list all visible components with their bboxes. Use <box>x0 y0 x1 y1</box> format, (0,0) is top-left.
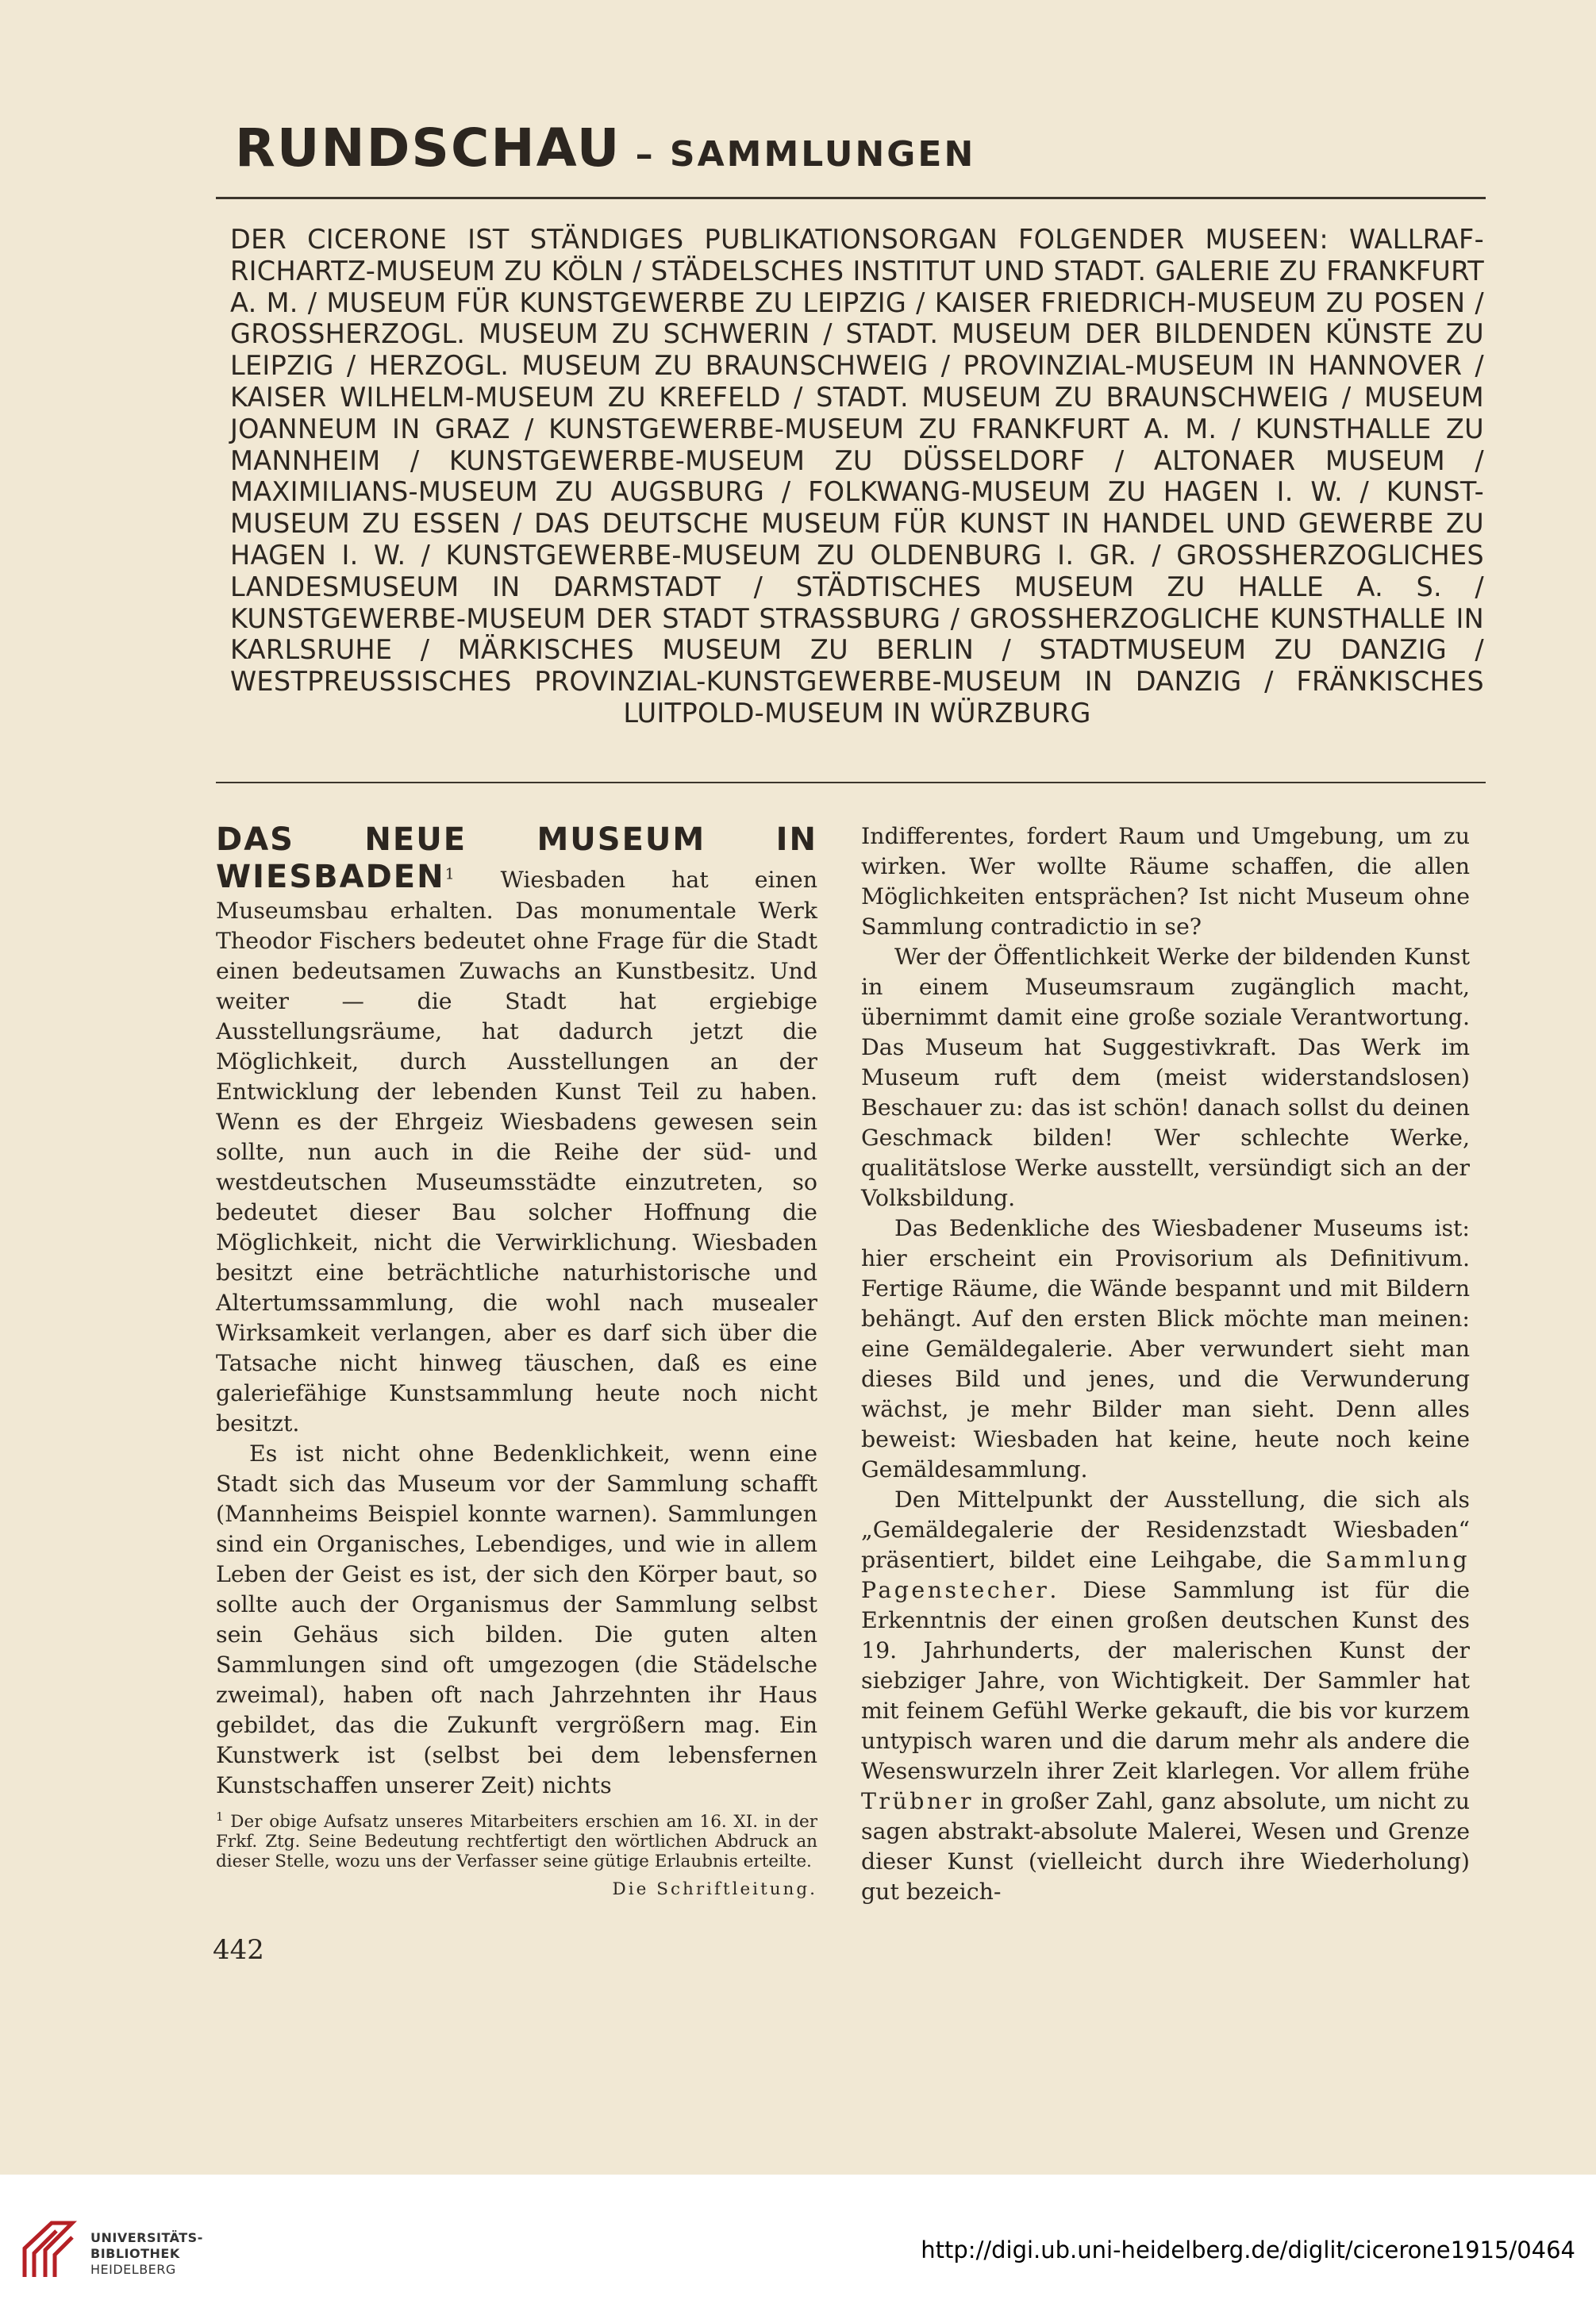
article-left-column <box>216 821 817 1905</box>
collection-name: Sammlung Pagenstecher <box>861 1547 1470 1603</box>
right-paragraph-2: Wer der Öffentlichkeit Werke der bildenden Kunst in einem Museumsraum zugänglich macht, übernimmt damit eine große soziale Verantwortung. Das Museum hat Suggestivkraft. Das Werk im Museum ruft dem (meist widerstandslosen) Beschauer zu: das ist schön! danach sollst du deinen Geschmack bilden! Wer schlechte Werke, qualitätslose Werke ausstellt, versündigt sich an der Volksbildung. <box>861 944 1470 1211</box>
right-paragraph-4-part-c: in großer Zahl, ganz absolute, um nicht zu sagen abstrakt-absolute Malerei, Wesen und Grenze dieser Kunst (vielleicht durch ihre Wiederholung) gut bezeich- <box>861 1788 1470 1905</box>
right-paragraph-4-part-a: Den Mittelpunkt der Ausstellung, die sich als „Gemäldegalerie der Residenzstadt Wiesbaden“ präsentiert, bildet eine Leihgabe, die <box>861 1486 1470 1573</box>
right-paragraph-4 <box>861 1485 1470 1907</box>
library-name-line-1: UNIVERSITÄTS- <box>90 2230 203 2245</box>
editor-signature: Die Schriftleitung. <box>612 1879 817 1899</box>
footnote <box>216 1809 817 1871</box>
museums-notice: DER CICERONE IST STÄNDIGES PUBLIKATIONSORGAN FOLGENDER MUSEEN: WALLRAF-RICHARTZ-MUSEUM ZU KÖLN / STÄDELSCHES INSTITUT UND STADT. GALERIE ZU FRANKFURT A. M. / MUSEUM FÜR KUNSTGEWERBE ZU LEIPZIG / KAISER FRIEDRICH-MUSEUM ZU POSEN / GROSSHERZOGL. MUSEUM ZU SCHWERIN / STADT. MUSEUM DER BILDENDEN KÜNSTE ZU LEIPZIG / HERZOGL. MUSEUM ZU BRAUNSCHWEIG / PROVINZIAL-MUSEUM IN HANNOVER / KAISER WILHELM-MUSEUM ZU KREFELD / STADT. MUSEUM ZU BRAUNSCHWEIG / MUSEUM JOANNEUM IN GRAZ / KUNSTGEWERBE-MUSEUM ZU FRANKFURT A. M. / KUNSTHALLE ZU MANNHEIM / KUNSTGEWERBE-MUSEUM ZU DÜSSELDORF / ALTONAER MUSEUM / MAXIMILIANS-MUSEUM ZU AUGSBURG / FOLKWANG-MUSEUM ZU HAGEN I. W. / KUNST-MUSEUM ZU ESSEN / DAS DEUTSCHE MUSEUM FÜR KUNST IN HANDEL UND GEWERBE ZU HAGEN I. W. / KUNSTGEWERBE-MUSEUM ZU OLDENBURG I. GR. / GROSSHERZOGLICHES LANDESMUSEUM IN DARMSTADT / STÄDTISCHES MUSEUM ZU HALLE A. S. / KUNSTGEWERBE-MUSEUM DER STADT STRASSBURG / GROSSHERZOGLICHE KUNSTHALLE IN KARLSRUHE / MÄRKISCHES MUSEUM ZU BERLIN / STADTMUSEUM ZU DANZIG / WESTPREUSSISCHES PROVINZIAL-KUNSTGEWERBE-MUSEUM IN DANZIG / FRÄNKISCHES LUITPOLD-MUSEUM IN WÜRZBURG <box>230 224 1484 729</box>
heading-main: RUNDSCHAU <box>235 117 621 179</box>
footnote-text: Der obige Aufsatz unseres Mitarbeiters erschien am 16. XI. in der Frkf. Ztg. Seine Bedeutung rechtfertigt den wörtlichen Abdruck an dieser Stelle, wozu uns der Verfasser seine gütige Erlaubnis erteilte. <box>216 1812 817 1871</box>
article-right-column <box>861 821 1470 1907</box>
artist-name: Trübner <box>861 1788 975 1814</box>
left-paragraph-2: Es ist nicht ohne Bedenklichkeit, wenn eine Stadt sich das Museum vor der Sammlung schafft (Mannheims Beispiel konnte warnen). Sammlungen sind ein Organisches, Lebendiges, und wie in allem Leben der Geist es ist, der sich den Körper baut, so sollte auch der Organismus der Sammlung selbst sein Gehäus sich bilden. Die guten alten Sammlungen sind oft umgezogen (die Städelsche zweimal), haben oft nach Jahrzehnten ihr Haus gebildet, das die Zukunft vergrößern mag. Ein Kunstwerk ist (selbst bei dem lebensfernen Kunstschaffen unserer Zeit) nichts <box>216 1440 817 1798</box>
left-paragraph-1: Wiesbaden hat einen Museumsbau erhalten. Das monumentale Werk Theodor Fischers bedeutet ohne Frage für die Stadt einen bedeutsamen Zuwachs an Kunstbesitz. Und weiter — die Stadt hat ergiebige Ausstellungsräume, hat dadurch jetzt die Möglichkeit, durch Ausstellungen an der Entwicklung der lebenden Kunst Teil zu haben. Wenn es der Ehrgeiz Wiesbadens gewesen sein sollte, nun auch in die Reihe der süd- und westdeutschen Museumsstädte einzutreten, so bedeutet dieser Bau solcher Hoffnung die Möglichkeit, nicht die Verwirklichung. Wiesbaden besitzt eine beträchtliche naturhistorische und Altertumssammlung, die wohl nach musealer Wirksamkeit verlangen, aber es darf sich über die Tatsache nicht hinweg täuschen, daß es eine galeriefähige Kunstsammlung heute noch nicht besitzt. <box>216 867 817 1436</box>
section-heading <box>235 117 975 179</box>
right-paragraph-1: Indifferentes, fordert Raum und Umgebung, um zu wirken. Wer wollte Räume schaffen, die allen Möglichkeiten entsprächen? Ist nicht Museum ohne Sammlung contradictio in se? <box>861 823 1470 940</box>
page-number: 442 <box>213 1934 264 1966</box>
library-name-line-2: BIBLIOTHEK <box>90 2246 180 2261</box>
right-paragraph-3: Das Bedenkliche des Wiesbadener Museums ist: hier erscheint ein Provisorium als Definitivum. Fertige Räume, die Wände bespannt und mit Bildern behängt. Auf den ersten Blick möchte man meinen: eine Gemäldegalerie. Aber verwundert sieht man dieses Bild und jenes, und die Verwunderung wächst, je mehr Bilder man sieht. Denn alles beweist: Wiesbaden hat keine, heute noch keine Gemäldesammlung. <box>861 1215 1470 1483</box>
source-url-link[interactable]: http://digi.ub.uni-heidelberg.de/diglit/cicerone1915/0464 <box>921 2236 1575 2263</box>
university-library-logo-icon <box>20 2218 77 2282</box>
top-rule <box>216 197 1486 199</box>
article-title: DAS NEUE MUSEUM IN WIESBADEN <box>216 821 817 895</box>
footnote-marker: 1 <box>216 1809 224 1824</box>
library-name <box>90 2230 203 2278</box>
middle-rule <box>216 782 1486 783</box>
library-name-line-3: HEIDELBERG <box>90 2262 176 2277</box>
right-paragraph-4-part-b: . Diese Sammlung ist für die Erkenntnis der einen großen deutschen Kunst des 19. Jahrhunderts, der malerischen Kunst der siebziger Jahre, von Wichtigkeit. Der Sammler hat mit feinem Gefühl Werke gekauft, die bis vor kurzem untypisch waren und die darum mehr als andere die Wesenswurzeln ihrer Zeit klarlegen. Vor allem frühe <box>861 1577 1470 1784</box>
heading-sub: – SAMMLUNGEN <box>621 134 976 175</box>
footnote-reference: 1 <box>444 865 455 883</box>
